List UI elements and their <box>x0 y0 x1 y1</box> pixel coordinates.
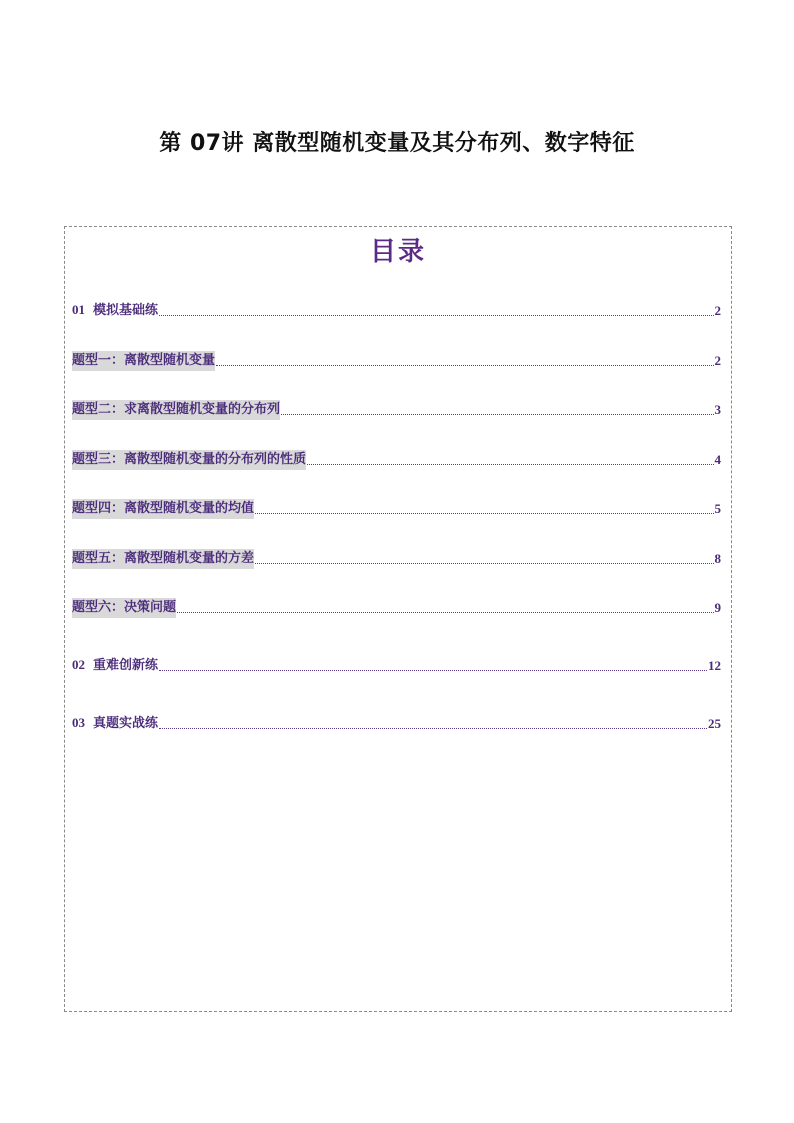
toc-entry-label: 题型一：离散型随机变量 <box>72 351 215 371</box>
toc-leader-dots <box>216 365 713 366</box>
toc-entry-page: 4 <box>714 452 721 467</box>
toc-entry-basic-practice[interactable] <box>72 301 721 321</box>
toc-entry-label: 题型四：离散型随机变量的均值 <box>72 499 254 519</box>
toc-leader-dots <box>281 414 713 415</box>
page-title: 第 07讲 离散型随机变量及其分布列、数字特征 <box>159 131 635 156</box>
toc-leader-dots <box>307 464 713 465</box>
toc-entry-label: 01 模拟基础练 <box>72 302 159 318</box>
toc-entry-number: 01 <box>72 302 85 317</box>
toc-entry-page: 5 <box>714 501 721 516</box>
table-of-contents <box>64 226 732 1012</box>
toc-entry-type-5[interactable] <box>72 549 721 569</box>
toc-entry-label: 03 真题实战练 <box>72 715 159 731</box>
toc-entry-page: 25 <box>708 716 721 731</box>
toc-entry-type-1[interactable] <box>72 351 721 371</box>
toc-entry-page: 8 <box>714 551 721 566</box>
toc-entry-page: 9 <box>714 600 721 615</box>
toc-entry-type-6[interactable] <box>72 598 721 618</box>
toc-leader-dots <box>255 563 713 564</box>
toc-leader-dots <box>159 670 707 671</box>
toc-entry-type-2[interactable] <box>72 400 721 420</box>
toc-entry-label: 题型五：离散型随机变量的方差 <box>72 549 254 569</box>
toc-leader-dots <box>159 728 707 729</box>
toc-entry-label: 02 重难创新练 <box>72 657 159 673</box>
toc-leader-dots <box>159 315 713 316</box>
toc-entry-page: 2 <box>714 353 721 368</box>
toc-entry-label: 题型二：求离散型随机变量的分布列 <box>72 400 280 420</box>
toc-entry-page: 3 <box>714 402 721 417</box>
toc-entry-label: 题型三：离散型随机变量的分布列的性质 <box>72 450 306 470</box>
toc-entry-type-3[interactable] <box>72 450 721 470</box>
toc-entry-number: 02 <box>72 657 85 672</box>
toc-heading: 目录 <box>369 237 426 267</box>
toc-entry-real-exam-practice[interactable] <box>72 714 721 734</box>
toc-entry-type-4[interactable] <box>72 499 721 519</box>
toc-entry-page: 12 <box>708 658 721 673</box>
toc-leader-dots <box>177 612 713 613</box>
toc-entry-label: 题型六：决策问题 <box>72 598 176 618</box>
toc-leader-dots <box>255 513 713 514</box>
toc-entry-advanced-practice[interactable] <box>72 656 721 676</box>
toc-entry-page: 2 <box>714 303 721 318</box>
toc-entry-number: 03 <box>72 715 85 730</box>
